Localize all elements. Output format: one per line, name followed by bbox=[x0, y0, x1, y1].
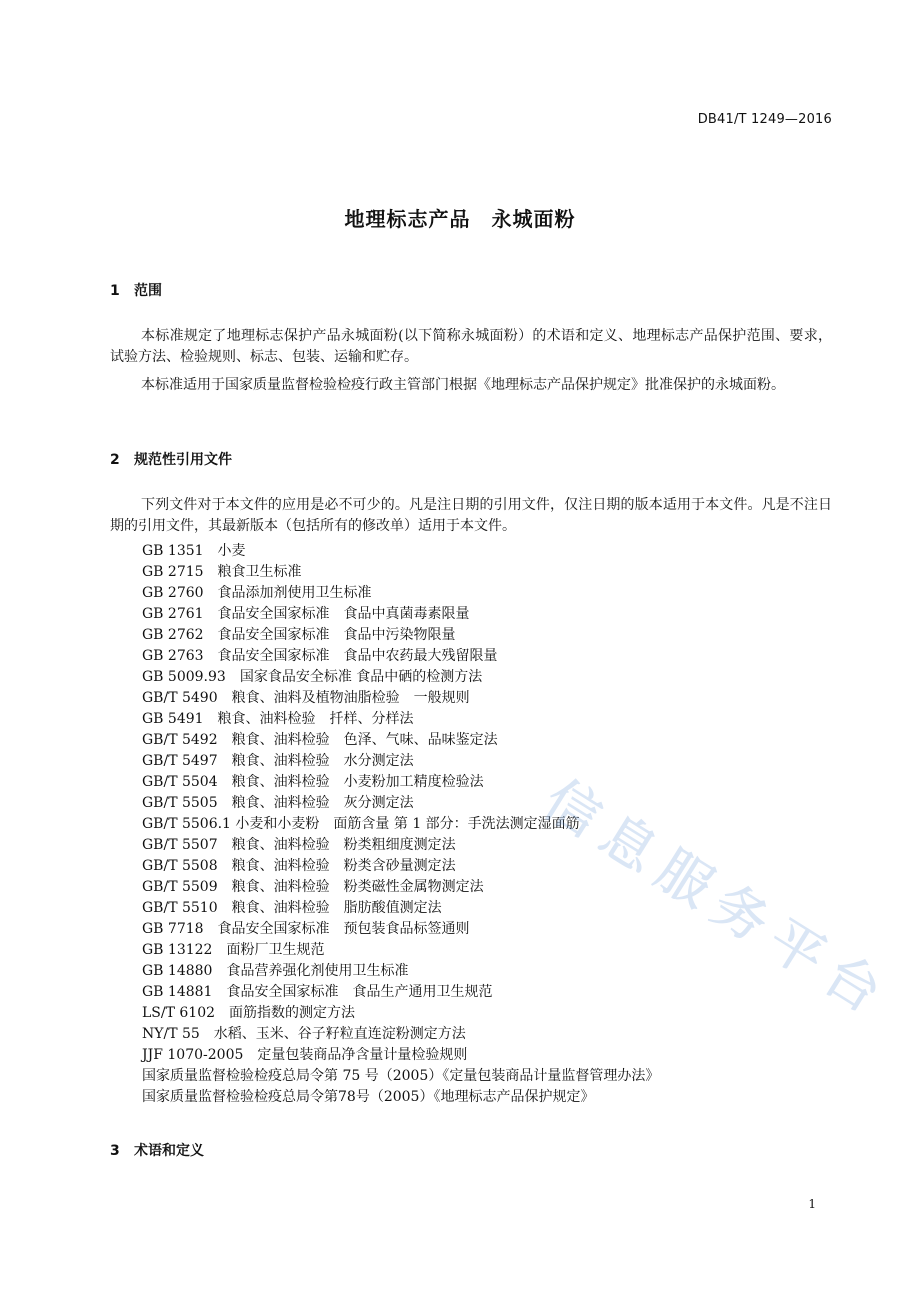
reference-item: GB 5491 粮食、油料检验 扦样、分样法 bbox=[142, 711, 414, 727]
reference-item: GB 5009.93 国家食品安全标准 食品中硒的检测方法 bbox=[142, 669, 483, 685]
reference-item: GB/T 5497 粮食、油料检验 水分测定法 bbox=[142, 753, 414, 769]
reference-item: GB/T 5510 粮食、油料检验 脂肪酸值测定法 bbox=[142, 900, 442, 916]
section-1-paragraph-2: 本标准适用于国家质量监督检验检疫行政主管部门根据《地理标志产品保护规定》批准保护的永城面粉。 bbox=[141, 377, 785, 393]
reference-item: GB 2760 食品添加剂使用卫生标准 bbox=[142, 585, 372, 601]
reference-item: GB/T 5504 粮食、油料检验 小麦粉加工精度检验法 bbox=[142, 774, 484, 790]
reference-item: GB/T 5509 粮食、油料检验 粉类磁性金属物测定法 bbox=[142, 879, 484, 895]
reference-item: GB/T 5507 粮食、油料检验 粉类粗细度测定法 bbox=[142, 837, 456, 853]
section-2-number: 2 bbox=[110, 452, 120, 468]
page-number: 1 bbox=[808, 1197, 816, 1211]
section-3-heading bbox=[110, 1140, 204, 1160]
section-3-number: 3 bbox=[110, 1143, 120, 1159]
watermark-text: 信息服务平台 bbox=[533, 767, 903, 1031]
reference-item: 国家质量监督检验检疫总局令第 75 号（2005）《定量包装商品计量监督管理办法》 bbox=[142, 1068, 660, 1084]
section-1-paragraph-1: 本标准规定了地理标志保护产品永城面粉(以下简称永城面粉）的术语和定义、地理标志产品保护范围、要求，试验方法、检验规则、标志、包装、运输和贮存。 bbox=[110, 328, 832, 365]
reference-item: GB 2761 食品安全国家标准 食品中真菌毒素限量 bbox=[142, 606, 470, 622]
reference-item: JJF 1070-2005 定量包装商品净含量计量检验规则 bbox=[142, 1047, 468, 1063]
reference-item: GB/T 5505 粮食、油料检验 灰分测定法 bbox=[142, 795, 414, 811]
standard-code: DB41/T 1249—2016 bbox=[697, 112, 832, 127]
section-1-title: 范围 bbox=[134, 283, 162, 299]
reference-item: NY/T 55 水稻、玉米、谷子籽粒直连淀粉测定方法 bbox=[142, 1026, 466, 1042]
section-3-title: 术语和定义 bbox=[134, 1143, 204, 1159]
section-1-number: 1 bbox=[110, 283, 120, 299]
reference-item: GB 14881 食品安全国家标准 食品生产通用卫生规范 bbox=[142, 984, 493, 1000]
reference-item: LS/T 6102 面筋指数的测定方法 bbox=[142, 1005, 356, 1021]
section-2-paragraph-1: 下列文件对于本文件的应用是必不可少的。凡是注日期的引用文件，仅注日期的版本适用于本文件。凡是不注日期的引用文件，其最新版本（包括所有的修改单）适用于本文件。 bbox=[110, 497, 832, 534]
section-1-heading bbox=[110, 280, 162, 300]
reference-item: GB/T 5506.1 小麦和小麦粉 面筋含量 第 1 部分：手洗法测定湿面筋 bbox=[142, 816, 580, 832]
reference-item: GB 2763 食品安全国家标准 食品中农药最大残留限量 bbox=[142, 648, 498, 664]
reference-item: GB 1351 小麦 bbox=[142, 543, 246, 559]
reference-item: GB 14880 食品营养强化剂使用卫生标准 bbox=[142, 963, 409, 979]
reference-item: GB/T 5490 粮食、油料及植物油脂检验 一般规则 bbox=[142, 690, 470, 706]
reference-item: GB/T 5508 粮食、油料检验 粉类含砂量测定法 bbox=[142, 858, 456, 874]
reference-item: GB 2715 粮食卫生标准 bbox=[142, 564, 302, 580]
reference-item: GB 7718 食品安全国家标准 预包装食品标签通则 bbox=[142, 921, 470, 937]
reference-item: GB 2762 食品安全国家标准 食品中污染物限量 bbox=[142, 627, 456, 643]
normative-reference-list bbox=[142, 541, 659, 1108]
document-title: 地理标志产品 永城面粉 bbox=[344, 207, 576, 231]
section-2-heading bbox=[110, 449, 232, 469]
reference-item: GB 13122 面粉厂卫生规范 bbox=[142, 942, 325, 958]
reference-item: GB/T 5492 粮食、油料检验 色泽、气味、品味鉴定法 bbox=[142, 732, 498, 748]
reference-item: 国家质量监督检验检疫总局令第78号（2005）《地理标志产品保护规定》 bbox=[142, 1089, 595, 1105]
section-2-title: 规范性引用文件 bbox=[134, 452, 232, 468]
